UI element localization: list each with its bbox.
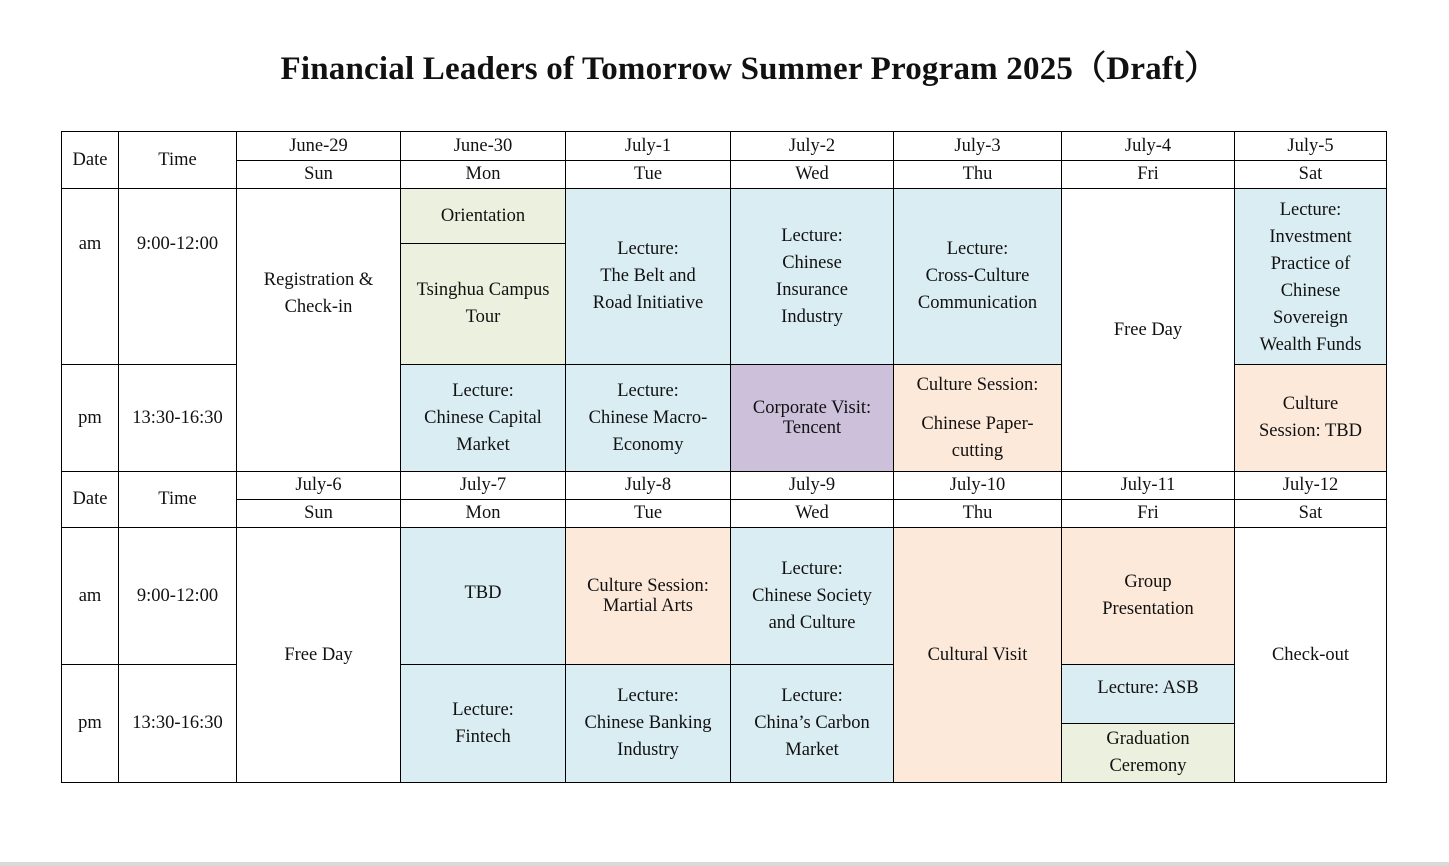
event-line: Chinese Society [752, 585, 872, 606]
event-society-culture [731, 528, 894, 665]
weekday-cell: Wed [731, 161, 894, 189]
event-line: Lecture: [452, 380, 514, 401]
weekday-cell: Tue [566, 500, 731, 528]
pm-time: 13:30-16:30 [119, 365, 237, 472]
am-time: 9:00-12:00 [119, 189, 237, 365]
event-line: Cross-Culture [925, 266, 1030, 286]
weekday-cell: Mon [401, 161, 566, 189]
event-line: Lecture: [1279, 200, 1342, 220]
date-cell: July-12 [1235, 472, 1387, 500]
event-line: and Culture [768, 612, 856, 633]
weekday-cell: Fri [1062, 161, 1235, 189]
event-graduation [1062, 724, 1235, 783]
event-line: Investment [1269, 227, 1352, 247]
weekday-cell: Wed [731, 500, 894, 528]
date-cell: July-11 [1062, 472, 1235, 500]
time-header: Time [119, 472, 237, 528]
date-cell: July-3 [894, 132, 1062, 161]
event-line: Economy [612, 434, 684, 455]
event-line: Session: TBD [1259, 421, 1362, 441]
event-free-day: Free Day [1062, 189, 1235, 472]
am-label: am [62, 189, 119, 365]
event-line: Fintech [455, 726, 511, 747]
weekday-cell: Sun [237, 161, 401, 189]
event-line: Sovereign [1272, 308, 1348, 328]
date-cell: July-6 [237, 472, 401, 500]
am-label: am [62, 528, 119, 665]
event-capital-market [401, 365, 566, 472]
event-line: Wealth Funds [1259, 335, 1362, 355]
event-line: Road Initiative [592, 293, 704, 313]
event-paper-cutting [894, 365, 1062, 472]
date-cell: June-30 [401, 132, 566, 161]
event-line: Tencent [782, 418, 842, 438]
event-carbon-market [731, 665, 894, 783]
event-line: Industry [781, 306, 843, 327]
event-sovereign-funds [1235, 189, 1387, 365]
event-tencent [731, 365, 894, 472]
event-line: Lecture: [617, 239, 679, 259]
pm-label: pm [62, 665, 119, 783]
pm-time: 13:30-16:30 [119, 665, 237, 783]
date-cell: July-7 [401, 472, 566, 500]
event-line: Culture [1282, 394, 1339, 414]
event-line: Market [785, 740, 839, 760]
weekday-cell: Tue [566, 161, 731, 189]
weekday-cell: Sun [237, 500, 401, 528]
event-line: Culture Session: [916, 374, 1039, 395]
event-macro-economy [566, 365, 731, 472]
event-line: Practice of [1270, 254, 1351, 274]
event-line: Market [456, 434, 510, 455]
date-header: Date [62, 132, 119, 189]
schedule-table [61, 131, 1387, 783]
date-cell: July-1 [566, 132, 731, 161]
am-time: 9:00-12:00 [119, 528, 237, 665]
event-line: Lecture: [781, 686, 843, 706]
event-check-out: Check-out [1235, 528, 1387, 783]
event-line: Insurance [776, 279, 848, 300]
event-line: Lecture: [946, 239, 1009, 259]
weekday-cell: Mon [401, 500, 566, 528]
event-line: Graduation [1106, 729, 1190, 749]
date-cell: July-10 [894, 472, 1062, 500]
event-line: Chinese Capital [424, 407, 542, 428]
event-line: Ceremony [1109, 756, 1187, 776]
event-line: Industry [617, 740, 679, 760]
event-text: Registration & Check-in [263, 270, 374, 317]
event-line: Chinese Macro- [588, 407, 708, 428]
event-tbd: TBD [401, 528, 566, 665]
date-header: Date [62, 472, 119, 528]
event-line: Chinese Banking [584, 713, 712, 733]
event-line: Lecture: [781, 225, 843, 246]
event-line: Lecture: [452, 699, 514, 720]
weekday-cell: Thu [894, 161, 1062, 189]
event-line: Group [1124, 572, 1172, 592]
event-cross-culture [894, 189, 1062, 365]
event-orientation: Orientation [401, 189, 566, 244]
pm-label: pm [62, 365, 119, 472]
event-line: cutting [951, 440, 1004, 461]
event-culture-tbd [1235, 365, 1387, 472]
date-cell: July-9 [731, 472, 894, 500]
page-title: Financial Leaders of Tomorrow Summer Program 2025（Draft） [280, 51, 1218, 87]
event-fintech [401, 665, 566, 783]
weekday-cell: Sat [1235, 161, 1387, 189]
event-free-day: Free Day [237, 528, 401, 783]
date-cell: July-4 [1062, 132, 1235, 161]
event-line: Communication [917, 293, 1038, 313]
event-campus-tour: Tsinghua Campus Tour [401, 244, 566, 365]
date-cell: July-5 [1235, 132, 1387, 161]
event-martial-arts [566, 528, 731, 665]
event-line: China’s Carbon [754, 713, 870, 733]
event-line: Martial Arts [603, 596, 693, 616]
event-belt-road [566, 189, 731, 365]
event-group-presentation [1062, 528, 1235, 665]
weekday-cell: Fri [1062, 500, 1235, 528]
date-cell: July-2 [731, 132, 894, 161]
event-asb: Lecture: ASB [1062, 665, 1235, 724]
weekday-cell: Sat [1235, 500, 1387, 528]
event-banking [566, 665, 731, 783]
date-cell: July-8 [566, 472, 731, 500]
weekday-cell: Thu [894, 500, 1062, 528]
time-header: Time [119, 132, 237, 189]
event-line: Chinese [1280, 281, 1341, 301]
event-insurance [731, 189, 894, 365]
event-line: Lecture: [617, 686, 679, 706]
event-line: Chinese Paper- [921, 413, 1034, 434]
event-line: Lecture: [781, 558, 843, 579]
event-line: Corporate Visit: [752, 398, 872, 418]
event-line: Presentation [1102, 599, 1194, 619]
event-line: The Belt and [600, 266, 696, 286]
event-registration [237, 189, 401, 472]
event-line: Lecture: [617, 380, 679, 401]
event-line: Culture Session: [587, 576, 709, 596]
date-cell: June-29 [237, 132, 401, 161]
event-cultural-visit: Cultural Visit [894, 528, 1062, 783]
page-bottom-border [0, 862, 1449, 866]
event-line: Chinese [782, 252, 842, 273]
